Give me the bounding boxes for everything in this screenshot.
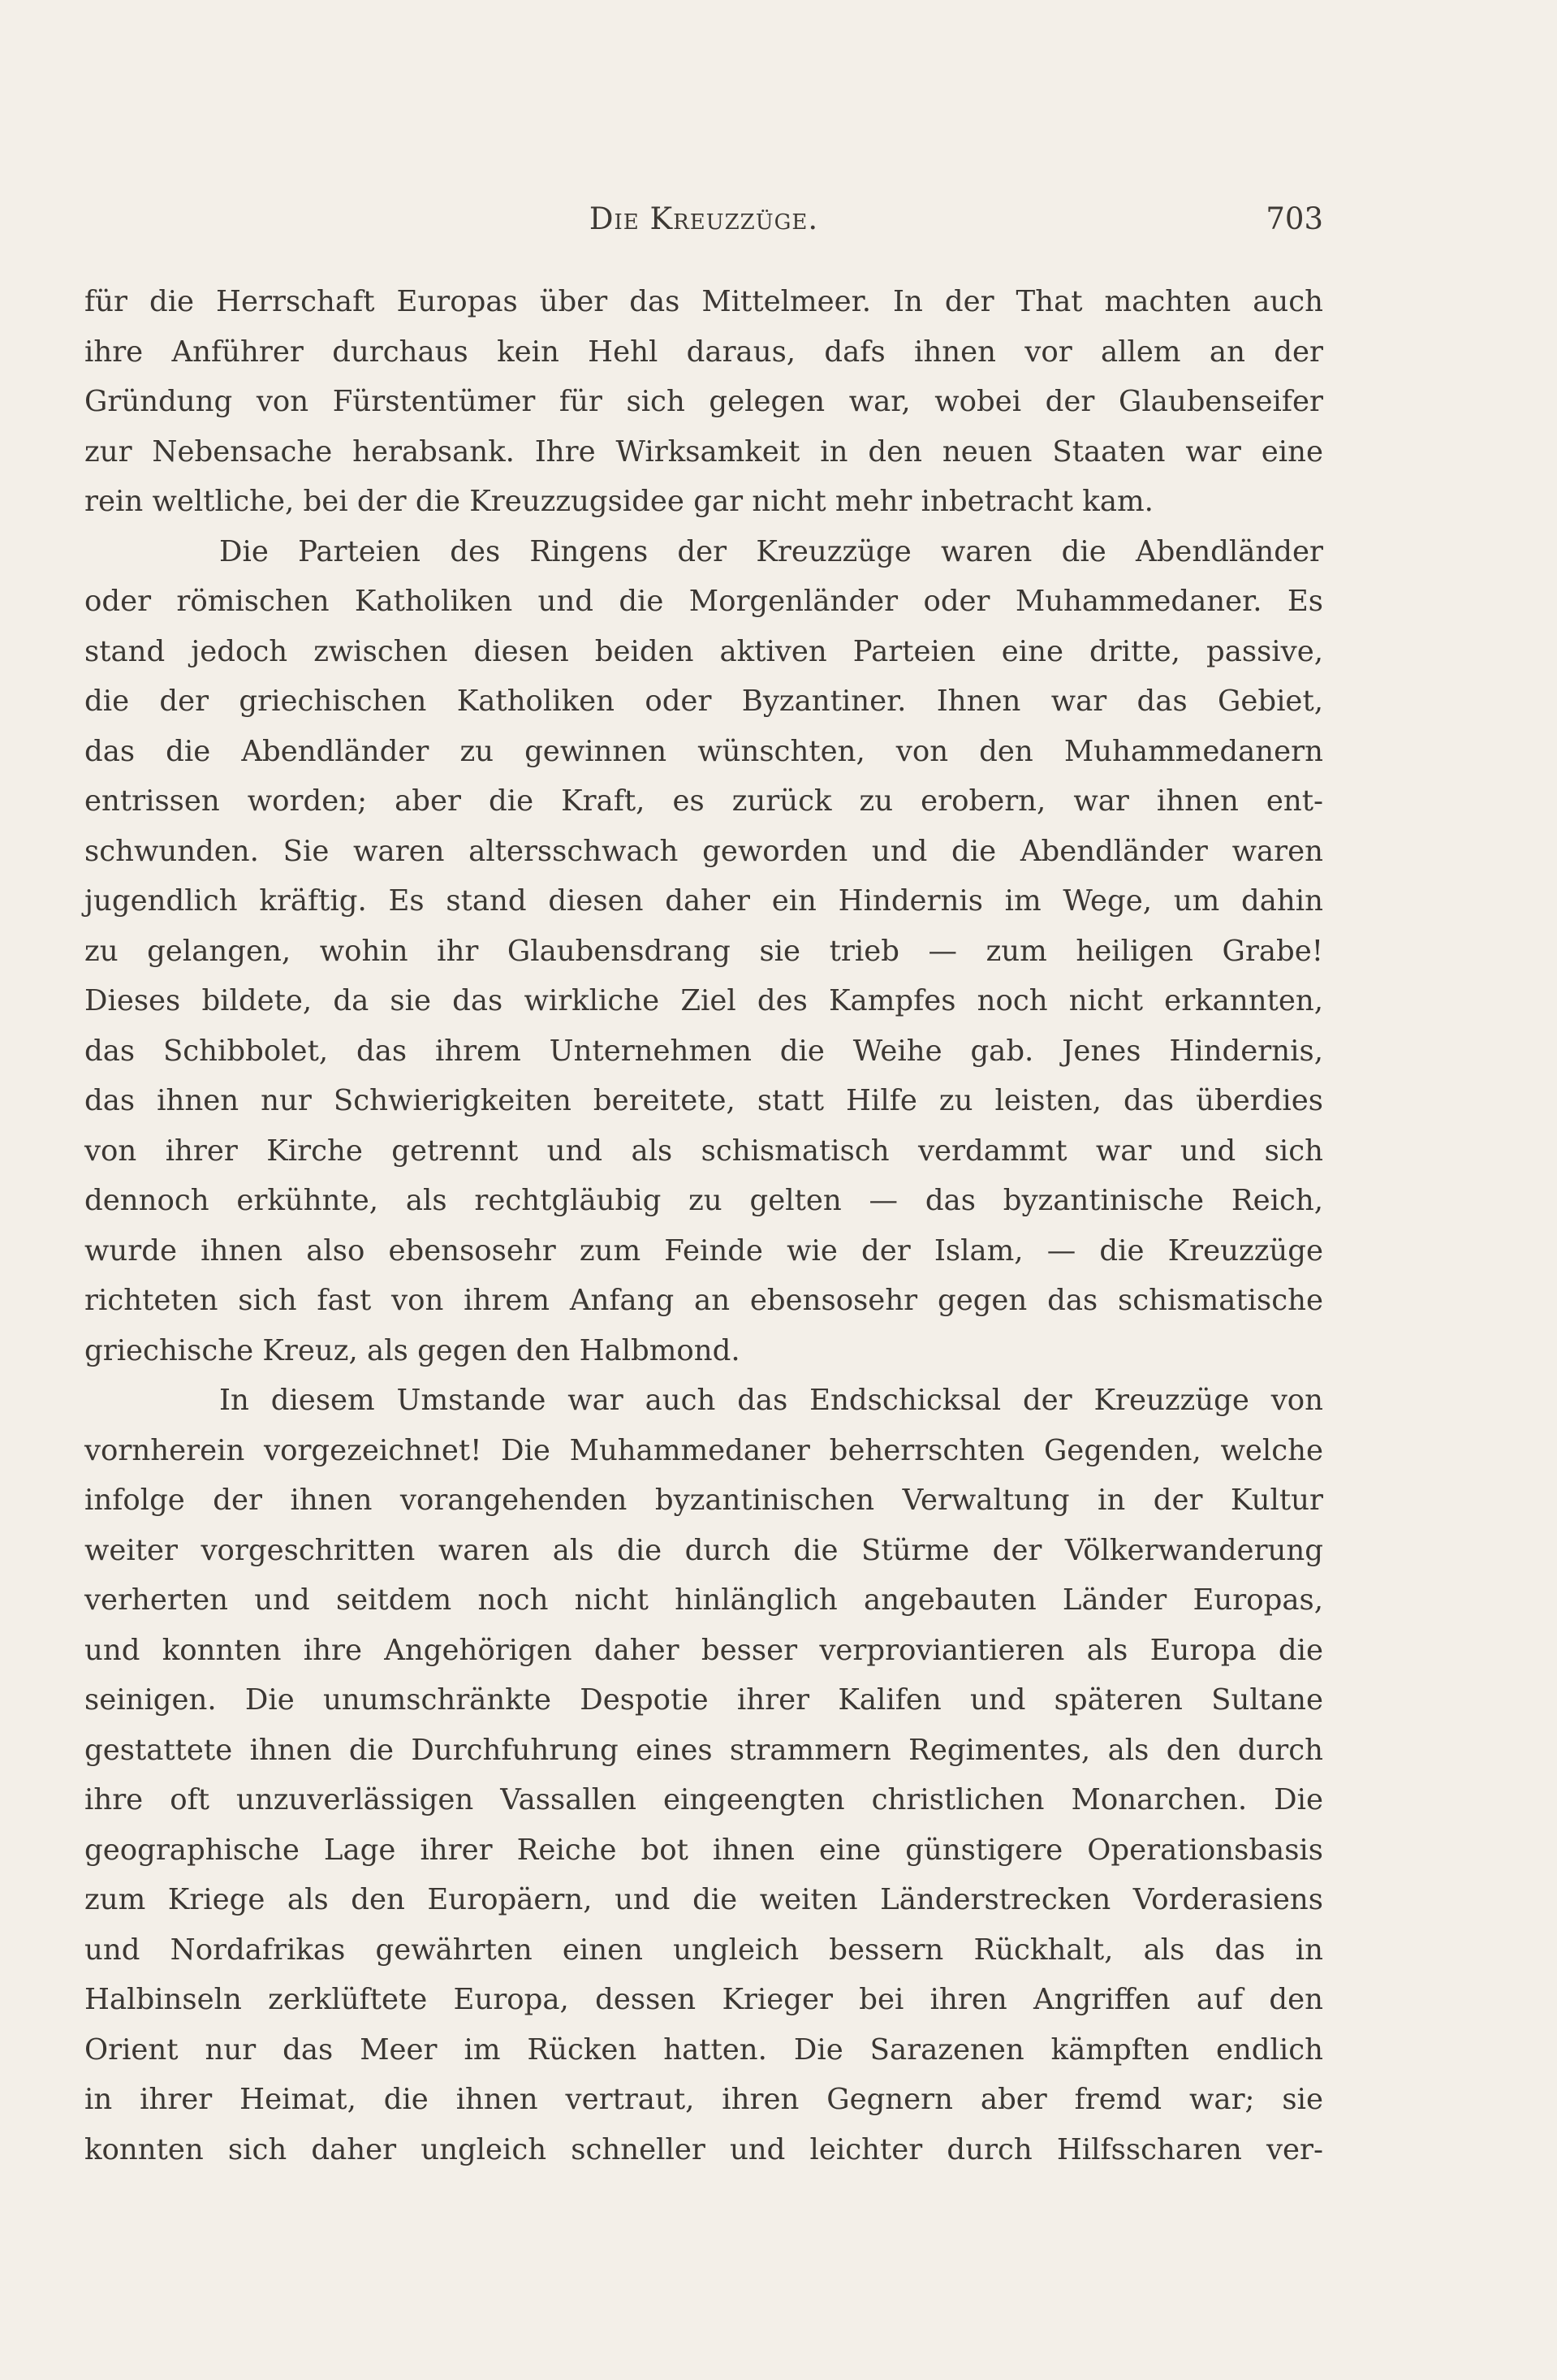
text-line: ihre Anführer durchaus kein Hehl daraus, dafs ihnen vor allem an der <box>84 335 1323 369</box>
text-line: Die Parteien des Ringens der Kreuzzüge waren die Abendländer <box>219 534 1323 568</box>
text-line: und Nordafrikas gewährten einen ungleich bessern Rückhalt, als das in <box>84 1933 1323 1967</box>
text-line: weiter vorgeschritten waren als die durch die Stürme der Völkerwanderung <box>84 1533 1323 1567</box>
text-line: griechische Kreuz, als gegen den Halbmond. <box>84 1333 740 1367</box>
text-line: Orient nur das Meer im Rücken hatten. Die Sarazenen kämpften endlich <box>84 2032 1323 2067</box>
text-line: in ihrer Heimat, die ihnen vertraut, ihren Gegnern aber fremd war; sie <box>84 2083 1323 2116</box>
text-line: das Schibbolet, das ihrem Unternehmen die Weihe gab. Jenes Hindernis, <box>84 1034 1323 1068</box>
text-line: von ihrer Kirche getrennt und als schismatisch verdammt war und sich <box>84 1134 1323 1168</box>
text-line: konnten sich daher ungleich schneller und leichter durch Hilfsscharen ver- <box>84 2132 1323 2166</box>
text-line: vornherein vorgezeichnet! Die Muhammedaner beherrschten Gegenden, welche <box>84 1433 1323 1467</box>
page-header <box>84 201 1323 242</box>
text-line: dennoch erkühnte, als rechtgläubig zu gelten — das byzantinische Reich, <box>84 1184 1323 1217</box>
text-line: das die Abendländer zu gewinnen wünschten, von den Muhammedanern <box>84 734 1323 768</box>
text-line: zu gelangen, wohin ihr Glaubensdrang sie trieb — zum heiligen Grabe! <box>84 934 1323 968</box>
text-line: zum Kriege als den Europäern, und die weiten Länderstrecken Vorderasiens <box>84 1883 1323 1916</box>
text-line: Gründung von Fürstentümer für sich gelegen war, wobei der Glaubenseifer <box>84 385 1323 418</box>
text-line: gestattete ihnen die Durchfuhrung eines strammern Regimentes, als den durch <box>84 1733 1323 1767</box>
text-line: richteten sich fast von ihrem Anfang an ebensosehr gegen das schismatische <box>84 1284 1323 1317</box>
text-line: zur Nebensache herabsank. Ihre Wirksamkeit in den neuen Staaten war eine <box>84 434 1323 469</box>
text-line: das ihnen nur Schwierigkeiten bereitete, statt Hilfe zu leisten, das überdies <box>84 1084 1323 1117</box>
text-line: oder römischen Katholiken und die Morgenländer oder Muhammedaner. Es <box>84 585 1323 618</box>
text-line: für die Herrschaft Europas über das Mittelmeer. In der That machten auch <box>84 285 1323 318</box>
text-line: ihre oft unzuverlässigen Vassallen eingeengten christlichen Monarchen. Die <box>84 1783 1323 1816</box>
running-title: Die Kreuzzüge. <box>589 201 819 236</box>
text-line: infolge der ihnen vorangehenden byzantinischen Verwaltung in der Kultur <box>84 1484 1323 1517</box>
text-line: und konnten ihre Angehörigen daher besser verproviantieren als Europa die <box>84 1633 1323 1667</box>
text-line: Halbinseln zerklüftete Europa, dessen Krieger bei ihren Angriffen auf den <box>84 1983 1323 2016</box>
text-line: geographische Lage ihrer Reiche bot ihnen eine günstigere Operationsbasis <box>84 1833 1323 1867</box>
text-line: wurde ihnen also ebensosehr zum Feinde wie der Islam, — die Kreuzzüge <box>84 1233 1323 1268</box>
text-line: In diesem Umstande war auch das Endschicksal der Kreuzzüge von <box>219 1384 1323 1417</box>
text-line: jugendlich kräftig. Es stand diesen daher ein Hindernis im Wege, um dahin <box>84 884 1323 918</box>
text-line: seinigen. Die unumschränkte Despotie ihrer Kalifen und späteren Sultane <box>84 1683 1323 1717</box>
text-line: Dieses bildete, da sie das wirkliche Ziel des Kampfes noch nicht erkannten, <box>84 984 1323 1017</box>
text-line: rein weltliche, bei der die Kreuzzugsidee gar nicht mehr inbetracht kam. <box>84 485 1154 518</box>
text-line: schwunden. Sie waren altersschwach geworden und die Abendländer waren <box>84 834 1323 868</box>
page-number: 703 <box>1266 201 1323 236</box>
text-line: die der griechischen Katholiken oder Byzantiner. Ihnen war das Gebiet, <box>84 685 1323 718</box>
text-line: entrissen worden; aber die Kraft, es zurück zu erobern, war ihnen ent- <box>84 784 1323 818</box>
text-line: verherten und seitdem noch nicht hinlänglich angebauten Länder Europas, <box>84 1583 1323 1617</box>
body-text <box>84 277 1323 2175</box>
text-line: stand jedoch zwischen diesen beiden aktiven Parteien eine dritte, passive, <box>84 634 1323 668</box>
